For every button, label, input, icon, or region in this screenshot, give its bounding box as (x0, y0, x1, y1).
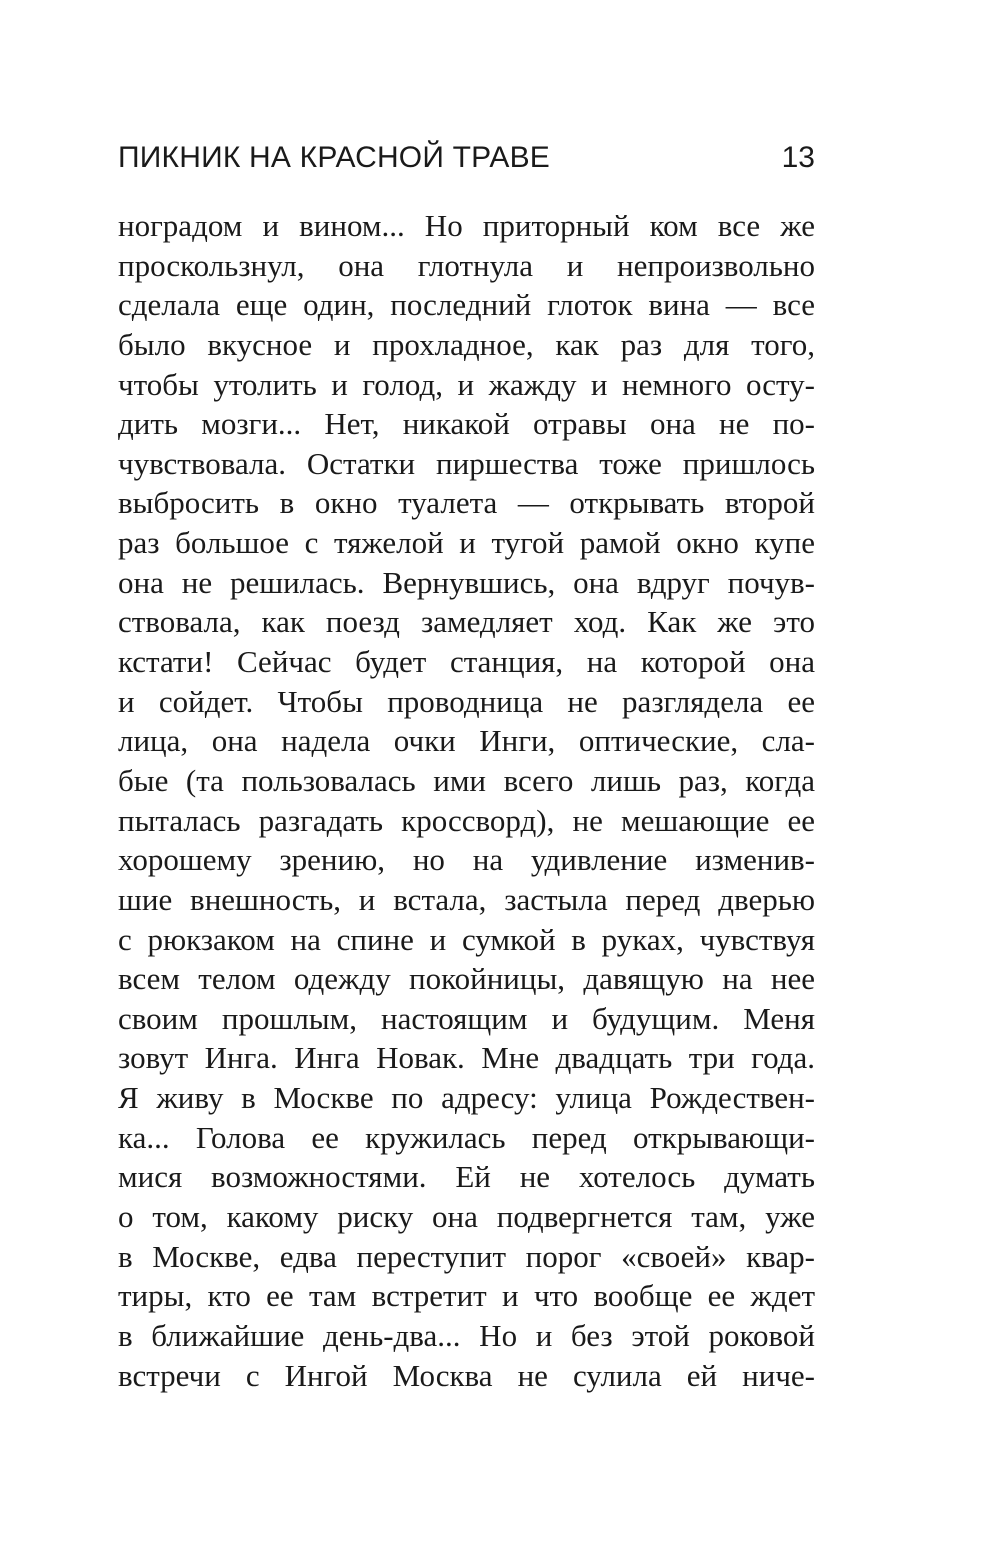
text-line: проскользнул, она глотнула и непроизвольно (118, 247, 815, 283)
body-text (118, 206, 815, 1395)
text-line: бые (та пользовалась ими всего лишь раз, когда (118, 762, 815, 798)
text-line: выбросить в окно туалета — открывать второй (118, 485, 815, 521)
text-line: дить мозги... Нет, никакой отравы она не по- (118, 406, 815, 442)
text-line: хорошему зрению, но на удивление изменив- (118, 842, 815, 878)
text-line: с рюкзаком на спине и сумкой в руках, чувствуя (118, 921, 815, 957)
text-line: зовут Инга. Инга Новак. Мне двадцать три года. (118, 1040, 815, 1076)
text-line: лица, она надела очки Инги, оптические, сла- (118, 723, 815, 759)
text-line: пыталась разгадать кроссворд), не мешающие ее (118, 802, 815, 838)
text-line: чувствовала. Остатки пиршества тоже пришлось (118, 445, 815, 481)
text-line: встречи с Ингой Москва не сулила ей ниче- (118, 1357, 815, 1393)
text-line: в Москве, едва переступит порог «своей» квар- (118, 1238, 815, 1274)
text-line: в ближайшие день-два... Но и без этой роковой (118, 1317, 815, 1353)
running-header (118, 138, 815, 178)
text-line: и сойдет. Чтобы проводница не разглядела ее (118, 683, 815, 719)
text-line: своим прошлым, настоящим и будущим. Меня (118, 1000, 815, 1036)
text-line: тиры, кто ее там встретит и что вообще ее ждет (118, 1278, 815, 1314)
text-line: раз большое с тяжелой и тугой рамой окно купе (118, 525, 815, 561)
text-line: ноградом и вином... Но приторный ком все же (118, 208, 815, 243)
text-line: чтобы утолить и голод, и жажду и немного осту- (118, 366, 815, 402)
text-line: она не решилась. Вернувшись, она вдруг почув- (118, 564, 815, 600)
text-line: шие внешность, и встала, застыла перед дверью (118, 881, 815, 917)
book-title: ПИКНИК НА КРАСНОЙ ТРАВЕ (118, 141, 550, 174)
text-line: ка... Голова ее кружилась перед открывающи- (118, 1119, 815, 1155)
page-number: 13 (781, 141, 815, 174)
text-line: о том, какому риску она подвергнется там, уже (118, 1199, 815, 1235)
text-line: было вкусное и прохладное, как раз для того, (118, 326, 815, 362)
text-line: ствовала, как поезд замедляет ход. Как же это (118, 604, 815, 640)
text-line: всем телом одежду покойницы, давящую на нее (118, 961, 815, 997)
text-line: Я живу в Москве по адресу: улица Рождествен- (118, 1080, 815, 1116)
text-line: сделала еще один, последний глоток вина — все (118, 287, 815, 323)
text-line: кстати! Сейчас будет станция, на которой она (118, 644, 815, 680)
text-line: мися возможностями. Ей не хотелось думать (118, 1159, 815, 1195)
